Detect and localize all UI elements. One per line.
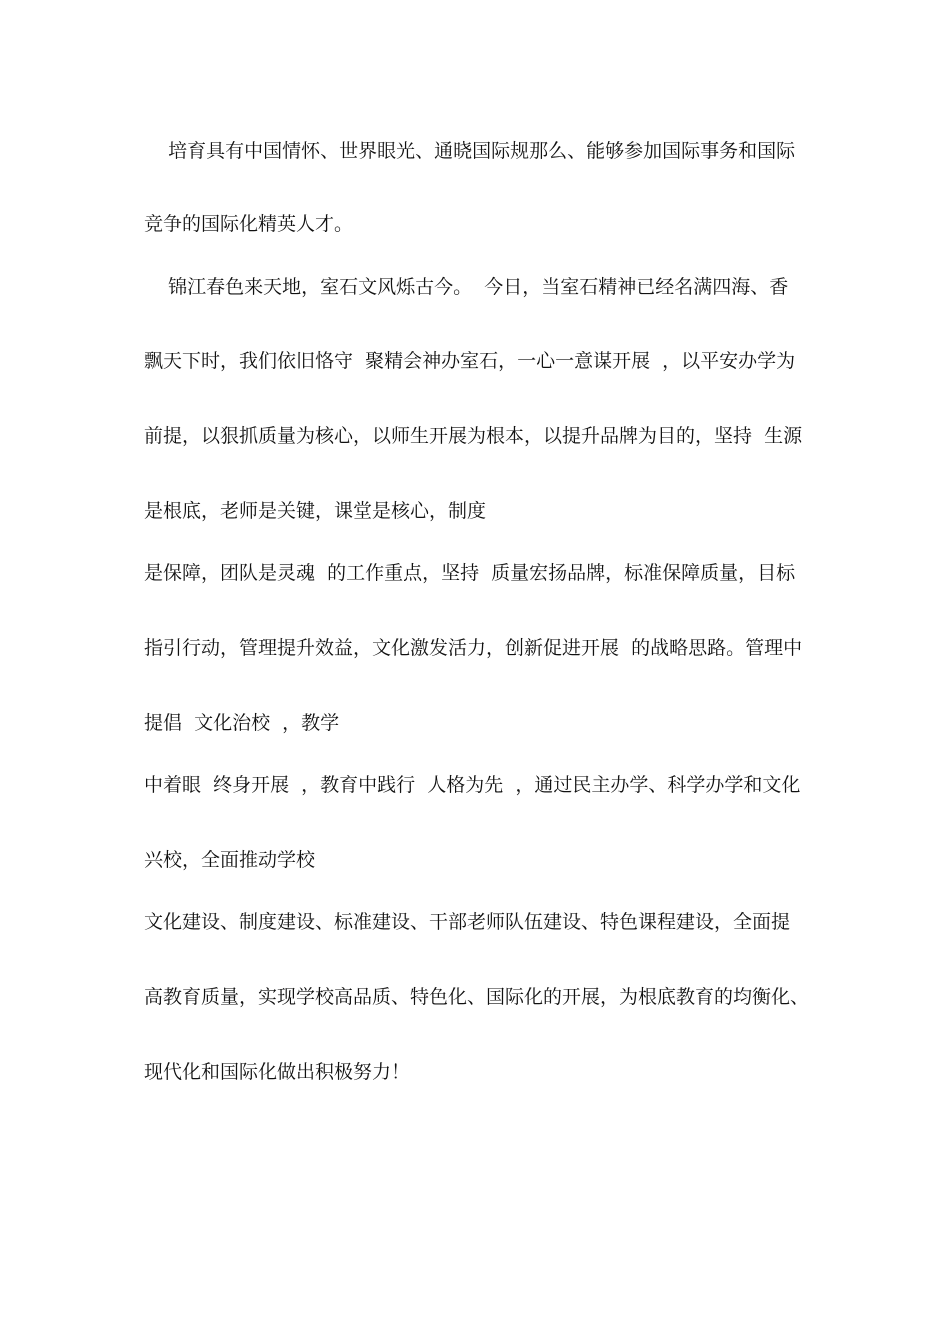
text-line: 中着眼 终身开展 ，教育中践行 人格为先 ，通过民主办学、科学办学和文化	[144, 774, 801, 796]
text-line: 锦江春色来天地，室石文风烁古今。 今日，当室石精神已经名满四海、香	[144, 276, 789, 298]
text-line: 是保障，团队是灵魂 的工作重点，坚持 质量宏扬品牌，标准保障质量，目标	[144, 562, 796, 584]
text-line: 兴校，全面推动学校	[144, 849, 316, 871]
text-line: 竞争的国际化精英人才。	[144, 213, 354, 235]
text-line: 提倡 文化治校 ，教学	[144, 712, 340, 734]
text-line: 是根底，老师是关键，课堂是核心，制度	[144, 500, 487, 522]
text-line: 指引行动，管理提升效益，文化激发活力，创新促进开展 的战略思路。管理中	[144, 637, 803, 659]
text-line: 前提，以狠抓质量为核心，以师生开展为根本，以提升品牌为目的，坚持 生源	[144, 425, 803, 447]
text-line: 文化建设、制度建设、标准建设、干部老师队伍建设、特色课程建设，全面提	[144, 911, 791, 933]
text-line: 飘天下时，我们依旧恪守 聚精会神办室石，一心一意谋开展 ，以平安办学为	[144, 350, 796, 372]
text-line: 培育具有中国情怀、世界眼光、通晓国际规那么、能够参加国际事务和国际	[144, 140, 796, 162]
text-line: 高教育质量，实现学校高品质、特色化、国际化的开展，为根底教育的均衡化、	[144, 986, 810, 1008]
text-line: 现代化和国际化做出积极努力！	[144, 1061, 411, 1083]
